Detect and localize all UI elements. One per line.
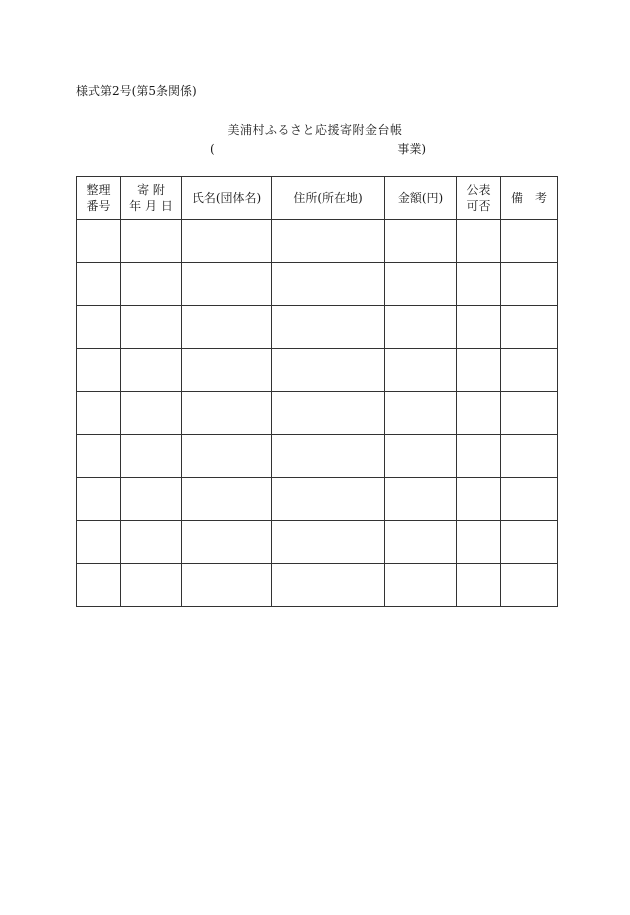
amount-cell[interactable] (385, 263, 457, 306)
name-cell[interactable] (182, 564, 272, 607)
donation-date-cell[interactable] (121, 435, 182, 478)
header-serial-line2: 番号 (86, 199, 111, 213)
serial-number-cell[interactable] (77, 392, 121, 435)
header-year: 年 (129, 199, 142, 213)
header-donation-char-1: 寄 (137, 183, 150, 197)
amount-cell[interactable] (385, 349, 457, 392)
publication-cell[interactable] (457, 435, 501, 478)
amount-cell[interactable] (385, 521, 457, 564)
table-row (77, 478, 558, 521)
amount-cell[interactable] (385, 435, 457, 478)
table-body (77, 220, 558, 607)
table-row (77, 349, 558, 392)
donation-date-cell[interactable] (121, 220, 182, 263)
remarks-cell[interactable] (501, 521, 558, 564)
name-cell[interactable] (182, 263, 272, 306)
table-row (77, 306, 558, 349)
donation-date-cell[interactable] (121, 263, 182, 306)
header-remarks-char-1: 備 (511, 191, 524, 205)
publication-cell[interactable] (457, 478, 501, 521)
document-title: 美浦村ふるさと応援寄附金台帳 (227, 123, 403, 137)
publication-cell[interactable] (457, 263, 501, 306)
serial-number-cell[interactable] (77, 435, 121, 478)
donation-date-cell[interactable] (121, 392, 182, 435)
remarks-cell[interactable] (501, 349, 558, 392)
header-name: 氏名(団体名) (182, 177, 272, 220)
header-serial-line1: 整理 (86, 183, 111, 197)
donation-date-cell[interactable] (121, 521, 182, 564)
address-cell[interactable] (272, 521, 385, 564)
header-amount: 金額(円) (385, 177, 457, 220)
remarks-cell[interactable] (501, 564, 558, 607)
table-row (77, 263, 558, 306)
table-row (77, 435, 558, 478)
serial-number-cell[interactable] (77, 521, 121, 564)
header-donation-line1 (121, 182, 181, 198)
header-publication-line2: 可否 (466, 199, 491, 213)
table-row (77, 564, 558, 607)
remarks-cell[interactable] (501, 306, 558, 349)
address-cell[interactable] (272, 478, 385, 521)
header-donation-date (121, 177, 182, 220)
amount-cell[interactable] (385, 564, 457, 607)
publication-cell[interactable] (457, 392, 501, 435)
remarks-cell[interactable] (501, 392, 558, 435)
address-cell[interactable] (272, 349, 385, 392)
amount-cell[interactable] (385, 306, 457, 349)
serial-number-cell[interactable] (77, 306, 121, 349)
address-cell[interactable] (272, 306, 385, 349)
table-row (77, 521, 558, 564)
name-cell[interactable] (182, 349, 272, 392)
donation-date-cell[interactable] (121, 478, 182, 521)
remarks-cell[interactable] (501, 220, 558, 263)
project-open-paren: ( (210, 142, 215, 156)
name-cell[interactable] (182, 435, 272, 478)
header-publication (457, 177, 501, 220)
publication-cell[interactable] (457, 521, 501, 564)
address-cell[interactable] (272, 263, 385, 306)
amount-cell[interactable] (385, 392, 457, 435)
serial-number-cell[interactable] (77, 478, 121, 521)
remarks-cell[interactable] (501, 478, 558, 521)
name-cell[interactable] (182, 306, 272, 349)
donation-date-cell[interactable] (121, 349, 182, 392)
header-address: 住所(所在地) (272, 177, 385, 220)
header-day: 日 (160, 199, 173, 213)
name-cell[interactable] (182, 521, 272, 564)
header-date-line2 (121, 198, 181, 214)
donation-date-cell[interactable] (121, 306, 182, 349)
form-number-label: 様式第2号(第5条関係) (76, 84, 197, 98)
address-cell[interactable] (272, 435, 385, 478)
publication-cell[interactable] (457, 306, 501, 349)
header-month: 月 (144, 199, 157, 213)
table-header-row (77, 177, 558, 220)
header-remarks (501, 177, 558, 220)
table-row (77, 220, 558, 263)
remarks-cell[interactable] (501, 435, 558, 478)
remarks-cell[interactable] (501, 263, 558, 306)
amount-cell[interactable] (385, 478, 457, 521)
amount-cell[interactable] (385, 220, 457, 263)
name-cell[interactable] (182, 392, 272, 435)
header-publication-line1: 公表 (466, 183, 491, 197)
header-serial-number (77, 177, 121, 220)
publication-cell[interactable] (457, 564, 501, 607)
serial-number-cell[interactable] (77, 263, 121, 306)
donation-ledger-table (76, 176, 558, 607)
address-cell[interactable] (272, 564, 385, 607)
serial-number-cell[interactable] (77, 564, 121, 607)
serial-number-cell[interactable] (77, 349, 121, 392)
publication-cell[interactable] (457, 220, 501, 263)
header-remarks-char-2: 考 (534, 191, 547, 205)
project-name-line (210, 142, 426, 156)
header-remarks-text (501, 190, 557, 206)
publication-cell[interactable] (457, 349, 501, 392)
table-row (77, 392, 558, 435)
project-suffix: 事業) (397, 142, 426, 156)
name-cell[interactable] (182, 478, 272, 521)
serial-number-cell[interactable] (77, 220, 121, 263)
header-donation-char-2: 附 (152, 183, 165, 197)
donation-date-cell[interactable] (121, 564, 182, 607)
address-cell[interactable] (272, 220, 385, 263)
address-cell[interactable] (272, 392, 385, 435)
name-cell[interactable] (182, 220, 272, 263)
